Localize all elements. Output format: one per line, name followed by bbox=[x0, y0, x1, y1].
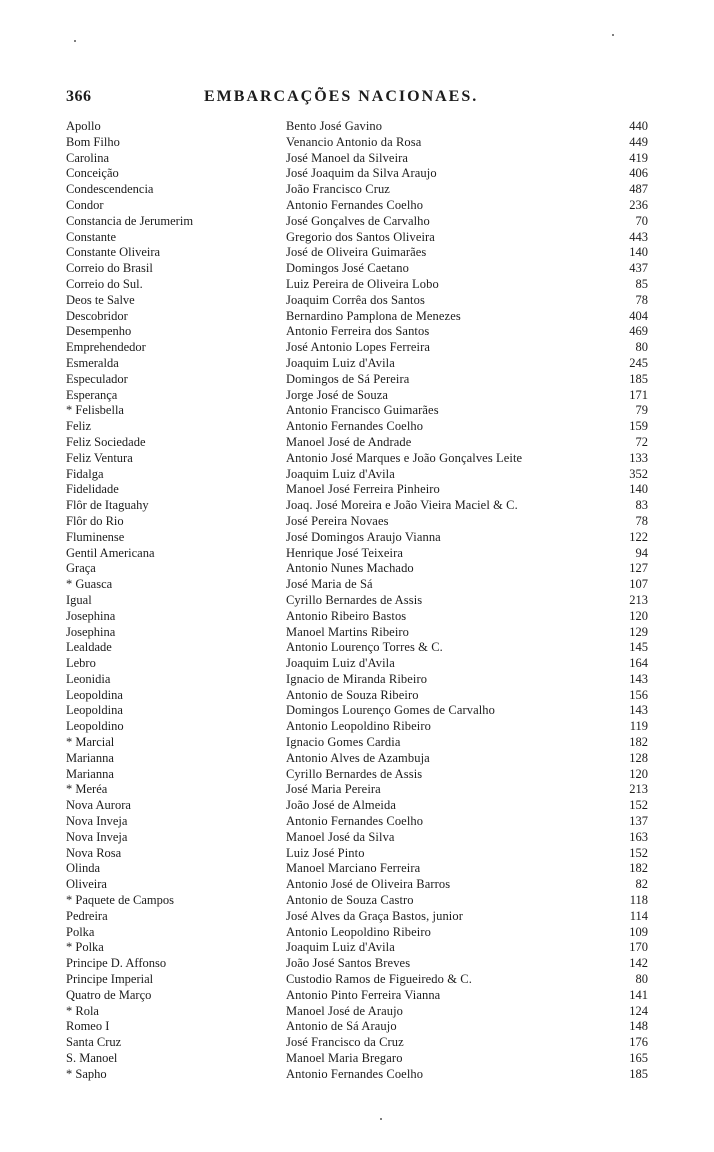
owner-name: José Alves da Graça Bastos, junior bbox=[286, 908, 463, 923]
list-item bbox=[66, 1004, 656, 1020]
owner-name: José Gonçalves de Carvalho bbox=[286, 213, 430, 228]
list-item bbox=[66, 909, 656, 925]
tonnage-value: 118 bbox=[629, 893, 648, 908]
ship-name: Romeo I bbox=[66, 1019, 110, 1034]
ship-name: Principe Imperial bbox=[66, 972, 154, 987]
list-item bbox=[66, 1019, 656, 1035]
list-item bbox=[66, 940, 656, 956]
owner-name: Antonio Fernandes Coelho bbox=[286, 419, 424, 434]
ship-name: * Rola bbox=[66, 1003, 99, 1018]
list-item bbox=[66, 767, 656, 783]
list-item bbox=[66, 309, 656, 325]
ship-name: Pedreira bbox=[66, 908, 108, 923]
owner-name: Jorge José de Souza bbox=[286, 387, 388, 402]
tonnage-value: 469 bbox=[629, 324, 648, 339]
tonnage-value: 213 bbox=[629, 782, 648, 797]
tonnage-value: 437 bbox=[629, 261, 648, 276]
ship-name: Oliveira bbox=[66, 877, 107, 892]
tonnage-value: 440 bbox=[629, 119, 648, 133]
ship-name: Santa Cruz bbox=[66, 1035, 122, 1050]
list-item bbox=[66, 166, 656, 182]
list-item bbox=[66, 182, 656, 198]
ship-name: Apollo bbox=[66, 119, 101, 133]
list-item bbox=[66, 435, 656, 451]
ship-name: Quatro de Março bbox=[66, 987, 152, 1002]
list-item bbox=[66, 561, 656, 577]
owner-name: José Antonio Lopes Ferreira bbox=[286, 340, 430, 355]
list-item bbox=[66, 577, 656, 593]
tonnage-value: 148 bbox=[629, 1019, 648, 1034]
tonnage-value: 164 bbox=[629, 656, 648, 671]
ship-name: * Sapho bbox=[66, 1066, 107, 1081]
owner-name: Joaquim Luiz d'Avila bbox=[286, 940, 395, 955]
list-item bbox=[66, 498, 656, 514]
owner-name: Luiz José Pinto bbox=[286, 845, 365, 860]
ship-name: Flôr de Itaguahy bbox=[66, 498, 149, 513]
owner-name: Antonio Lourenço Torres & C. bbox=[286, 640, 443, 655]
owner-name: Bernardino Pamplona de Menezes bbox=[286, 308, 461, 323]
list-item bbox=[66, 324, 656, 340]
owner-name: José Joaquim da Silva Araujo bbox=[286, 166, 437, 181]
ship-name: * Felisbella bbox=[66, 403, 124, 418]
tonnage-value: 94 bbox=[635, 545, 648, 560]
ship-name: Feliz bbox=[66, 419, 91, 434]
paper-speck bbox=[380, 1118, 382, 1120]
tonnage-value: 185 bbox=[629, 371, 648, 386]
tonnage-value: 156 bbox=[629, 687, 648, 702]
paper-speck bbox=[612, 34, 614, 36]
ship-name: Polka bbox=[66, 924, 95, 939]
tonnage-value: 185 bbox=[629, 1066, 648, 1081]
list-item bbox=[66, 277, 656, 293]
ship-name: Carolina bbox=[66, 150, 110, 165]
list-item bbox=[66, 877, 656, 893]
ship-name: Flôr do Rio bbox=[66, 513, 124, 528]
ship-name: * Guasca bbox=[66, 577, 113, 592]
ship-name: Conceição bbox=[66, 166, 119, 181]
ship-name: Condescendencia bbox=[66, 182, 154, 197]
owner-name: Joaquim Luiz d'Avila bbox=[286, 466, 395, 481]
owner-name: José Pereira Novaes bbox=[286, 513, 389, 528]
tonnage-value: 120 bbox=[629, 766, 648, 781]
tonnage-value: 406 bbox=[629, 166, 648, 181]
tonnage-value: 124 bbox=[629, 1003, 648, 1018]
owner-name: João José Santos Breves bbox=[286, 956, 411, 971]
tonnage-value: 79 bbox=[635, 403, 648, 418]
list-item bbox=[66, 798, 656, 814]
owner-name: Antonio Fernandes Coelho bbox=[286, 814, 424, 829]
tonnage-value: 129 bbox=[629, 624, 648, 639]
ship-name: Fidelidade bbox=[66, 482, 119, 497]
tonnage-value: 236 bbox=[629, 197, 648, 212]
ship-name: Fluminense bbox=[66, 529, 125, 544]
tonnage-value: 137 bbox=[629, 814, 648, 829]
ship-name: S. Manoel bbox=[66, 1051, 118, 1066]
list-item bbox=[66, 245, 656, 261]
ship-name: Nova Aurora bbox=[66, 798, 131, 813]
owner-name: Antonio de Sá Araujo bbox=[286, 1019, 397, 1034]
tonnage-value: 141 bbox=[629, 987, 648, 1002]
owner-name: Antonio José de Oliveira Barros bbox=[286, 877, 451, 892]
owner-name: Ignacio de Miranda Ribeiro bbox=[286, 671, 428, 686]
tonnage-value: 122 bbox=[629, 529, 648, 544]
tonnage-value: 404 bbox=[629, 308, 648, 323]
ship-name: Marianna bbox=[66, 750, 114, 765]
list-item bbox=[66, 214, 656, 230]
owner-name: Antonio Pinto Ferreira Vianna bbox=[286, 987, 441, 1002]
list-item bbox=[66, 846, 656, 862]
owner-name: Bento José Gavino bbox=[286, 119, 383, 133]
ship-name: Lebro bbox=[66, 656, 96, 671]
tonnage-value: 142 bbox=[629, 956, 648, 971]
list-item bbox=[66, 751, 656, 767]
owner-name: Antonio Ferreira dos Santos bbox=[286, 324, 430, 339]
tonnage-value: 78 bbox=[635, 292, 648, 307]
tonnage-value: 143 bbox=[629, 671, 648, 686]
ship-name: Feliz Ventura bbox=[66, 450, 133, 465]
list-item bbox=[66, 1067, 656, 1083]
list-item bbox=[66, 861, 656, 877]
ship-name: Especulador bbox=[66, 371, 128, 386]
owner-name: Joaquim Luiz d'Avila bbox=[286, 355, 395, 370]
ship-name: * Polka bbox=[66, 940, 104, 955]
tonnage-value: 78 bbox=[635, 513, 648, 528]
ship-name: * Paquete de Campos bbox=[66, 893, 174, 908]
owner-name: Antonio Nunes Machado bbox=[286, 561, 414, 576]
tonnage-value: 119 bbox=[629, 719, 648, 734]
page-header bbox=[66, 88, 666, 110]
ship-name: Nova Inveja bbox=[66, 814, 128, 829]
tonnage-value: 140 bbox=[629, 482, 648, 497]
list-item bbox=[66, 546, 656, 562]
owner-name: Cyrillo Bernardes de Assis bbox=[286, 592, 423, 607]
ship-name: Esmeralda bbox=[66, 355, 119, 370]
ship-name: Josephina bbox=[66, 608, 116, 623]
list-item bbox=[66, 719, 656, 735]
tonnage-value: 152 bbox=[629, 798, 648, 813]
list-item bbox=[66, 135, 656, 151]
list-item bbox=[66, 356, 656, 372]
owner-name: João José de Almeida bbox=[286, 798, 396, 813]
list-item bbox=[66, 482, 656, 498]
list-item bbox=[66, 1035, 656, 1051]
ship-name: Leopoldina bbox=[66, 687, 123, 702]
list-item bbox=[66, 925, 656, 941]
tonnage-value: 80 bbox=[635, 340, 648, 355]
owner-name: Joaquim Luiz d'Avila bbox=[286, 656, 395, 671]
owner-name: Gregorio dos Santos Oliveira bbox=[286, 229, 435, 244]
list-item bbox=[66, 656, 656, 672]
tonnage-value: 443 bbox=[629, 229, 648, 244]
owner-name: Joaq. José Moreira e João Vieira Maciel & C. bbox=[286, 498, 518, 513]
owner-name: Manoel José de Araujo bbox=[286, 1003, 404, 1018]
tonnage-value: 152 bbox=[629, 845, 648, 860]
paper-speck bbox=[74, 40, 76, 42]
owner-name: João Francisco Cruz bbox=[286, 182, 390, 197]
owner-name: Ignacio Gomes Cardia bbox=[286, 735, 401, 750]
tonnage-value: 109 bbox=[629, 924, 648, 939]
tonnage-value: 449 bbox=[629, 134, 648, 149]
tonnage-value: 133 bbox=[629, 450, 648, 465]
list-item bbox=[66, 1051, 656, 1067]
ship-name: Leonidia bbox=[66, 671, 111, 686]
list-item bbox=[66, 735, 656, 751]
owner-name: Luiz Pereira de Oliveira Lobo bbox=[286, 276, 439, 291]
list-item bbox=[66, 403, 656, 419]
owner-name: Manoel Martins Ribeiro bbox=[286, 624, 410, 639]
ship-name: Nova Inveja bbox=[66, 829, 128, 844]
tonnage-value: 127 bbox=[629, 561, 648, 576]
owner-name: Custodio Ramos de Figueiredo & C. bbox=[286, 972, 472, 987]
tonnage-value: 419 bbox=[629, 150, 648, 165]
owner-name: Antonio Francisco Guimarães bbox=[286, 403, 439, 418]
owner-name: Manoel Maria Bregaro bbox=[286, 1051, 403, 1066]
owner-name: Joaquim Corrêa dos Santos bbox=[286, 292, 425, 307]
owner-name: Manoel José da Silva bbox=[286, 829, 395, 844]
tonnage-value: 128 bbox=[629, 750, 648, 765]
ship-name: * Meréa bbox=[66, 782, 108, 797]
owner-name: José Manoel da Silveira bbox=[286, 150, 409, 165]
list-item bbox=[66, 419, 656, 435]
list-item bbox=[66, 388, 656, 404]
owner-name: José Francisco da Cruz bbox=[286, 1035, 404, 1050]
owner-name: Cyrillo Bernardes de Assis bbox=[286, 766, 423, 781]
tonnage-value: 107 bbox=[629, 577, 648, 592]
list-item bbox=[66, 609, 656, 625]
tonnage-value: 83 bbox=[635, 498, 648, 513]
list-item bbox=[66, 988, 656, 1004]
tonnage-value: 82 bbox=[635, 877, 648, 892]
owner-name: José Maria de Sá bbox=[286, 577, 373, 592]
ship-name: Nova Rosa bbox=[66, 845, 122, 860]
tonnage-value: 85 bbox=[635, 276, 648, 291]
owner-name: Antonio Alves de Azambuja bbox=[286, 750, 430, 765]
ship-name: Desempenho bbox=[66, 324, 132, 339]
owner-name: Antonio de Souza Castro bbox=[286, 893, 414, 908]
owner-name: Manoel José de Andrade bbox=[286, 434, 412, 449]
tonnage-value: 487 bbox=[629, 182, 648, 197]
tonnage-value: 114 bbox=[629, 908, 648, 923]
list-item bbox=[66, 625, 656, 641]
list-item bbox=[66, 956, 656, 972]
list-item bbox=[66, 372, 656, 388]
list-item bbox=[66, 467, 656, 483]
list-item bbox=[66, 340, 656, 356]
tonnage-value: 70 bbox=[635, 213, 648, 228]
page-number: 366 bbox=[66, 88, 92, 105]
ship-name: Gentil Americana bbox=[66, 545, 155, 560]
list-item bbox=[66, 830, 656, 846]
ship-name: Principe D. Affonso bbox=[66, 956, 167, 971]
tonnage-value: 120 bbox=[629, 608, 648, 623]
owner-name: Antonio José Marques e João Gonçalves Leite bbox=[286, 450, 523, 465]
ship-name: Correio do Sul. bbox=[66, 276, 143, 291]
tonnage-value: 163 bbox=[629, 829, 648, 844]
vessel-list bbox=[66, 119, 656, 1083]
page-title: EMBARCAÇÕES NACIONAES. bbox=[204, 88, 479, 105]
list-item bbox=[66, 672, 656, 688]
owner-name: Antonio de Souza Ribeiro bbox=[286, 687, 419, 702]
owner-name: Manoel José Ferreira Pinheiro bbox=[286, 482, 440, 497]
tonnage-value: 165 bbox=[629, 1051, 648, 1066]
list-item bbox=[66, 151, 656, 167]
owner-name: Venancio Antonio da Rosa bbox=[286, 134, 422, 149]
owner-name: José de Oliveira Guimarães bbox=[286, 245, 427, 260]
ship-name: Marianna bbox=[66, 766, 114, 781]
owner-name: José Maria Pereira bbox=[286, 782, 381, 797]
tonnage-value: 171 bbox=[629, 387, 648, 402]
ship-name: Igual bbox=[66, 592, 92, 607]
list-item bbox=[66, 703, 656, 719]
tonnage-value: 182 bbox=[629, 861, 648, 876]
list-item bbox=[66, 451, 656, 467]
tonnage-value: 72 bbox=[635, 434, 648, 449]
tonnage-value: 143 bbox=[629, 703, 648, 718]
ship-name: Correio do Brasil bbox=[66, 261, 153, 276]
list-item bbox=[66, 814, 656, 830]
list-item bbox=[66, 261, 656, 277]
ship-name: Deos te Salve bbox=[66, 292, 135, 307]
tonnage-value: 145 bbox=[629, 640, 648, 655]
list-item bbox=[66, 119, 656, 135]
owner-name: José Domingos Araujo Vianna bbox=[286, 529, 441, 544]
owner-name: Domingos José Caetano bbox=[286, 261, 409, 276]
tonnage-value: 80 bbox=[635, 972, 648, 987]
owner-name: Antonio Fernandes Coelho bbox=[286, 1066, 424, 1081]
ship-name: Graça bbox=[66, 561, 96, 576]
ship-name: Lealdade bbox=[66, 640, 112, 655]
ship-name: * Marcial bbox=[66, 735, 115, 750]
list-item bbox=[66, 514, 656, 530]
list-item bbox=[66, 530, 656, 546]
list-item bbox=[66, 972, 656, 988]
ship-name: Constancia de Jerumerim bbox=[66, 213, 194, 228]
tonnage-value: 352 bbox=[629, 466, 648, 481]
tonnage-value: 182 bbox=[629, 735, 648, 750]
ship-name: Josephina bbox=[66, 624, 116, 639]
tonnage-value: 245 bbox=[629, 355, 648, 370]
owner-name: Henrique José Teixeira bbox=[286, 545, 404, 560]
owner-name: Domingos de Sá Pereira bbox=[286, 371, 410, 386]
ship-name: Constante bbox=[66, 229, 116, 244]
ship-name: Bom Filho bbox=[66, 134, 120, 149]
owner-name: Antonio Leopoldino Ribeiro bbox=[286, 719, 431, 734]
owner-name: Antonio Leopoldino Ribeiro bbox=[286, 924, 431, 939]
ship-name: Leopoldino bbox=[66, 719, 124, 734]
list-item bbox=[66, 782, 656, 798]
ship-name: Fidalga bbox=[66, 466, 104, 481]
ship-name: Esperança bbox=[66, 387, 118, 402]
tonnage-value: 140 bbox=[629, 245, 648, 260]
ship-name: Constante Oliveira bbox=[66, 245, 161, 260]
ship-name: Feliz Sociedade bbox=[66, 434, 146, 449]
ship-name: Condor bbox=[66, 197, 104, 212]
ship-name: Olinda bbox=[66, 861, 101, 876]
list-item bbox=[66, 293, 656, 309]
list-item bbox=[66, 230, 656, 246]
tonnage-value: 213 bbox=[629, 592, 648, 607]
tonnage-value: 176 bbox=[629, 1035, 648, 1050]
tonnage-value: 170 bbox=[629, 940, 648, 955]
list-item bbox=[66, 593, 656, 609]
list-item bbox=[66, 198, 656, 214]
list-item bbox=[66, 640, 656, 656]
owner-name: Antonio Ribeiro Bastos bbox=[286, 608, 407, 623]
tonnage-value: 159 bbox=[629, 419, 648, 434]
owner-name: Antonio Fernandes Coelho bbox=[286, 197, 424, 212]
list-item bbox=[66, 688, 656, 704]
ship-name: Descobridor bbox=[66, 308, 128, 323]
owner-name: Manoel Marciano Ferreira bbox=[286, 861, 421, 876]
owner-name: Domingos Lourenço Gomes de Carvalho bbox=[286, 703, 496, 718]
ship-name: Leopoldina bbox=[66, 703, 123, 718]
ship-name: Emprehendedor bbox=[66, 340, 146, 355]
list-item bbox=[66, 893, 656, 909]
